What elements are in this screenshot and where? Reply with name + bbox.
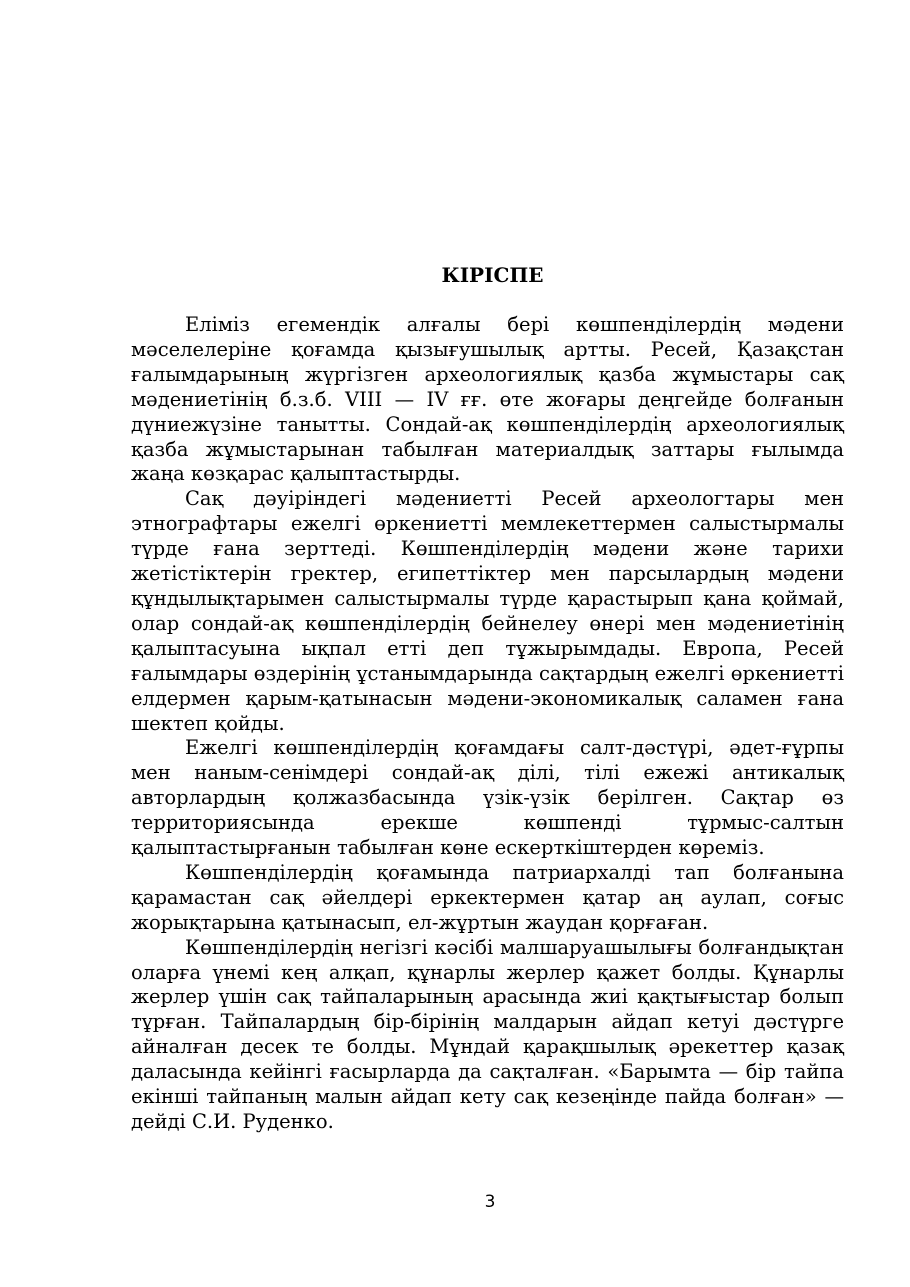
paragraph-3: Ежелгі көшпенділердің қоғамдағы салт-дәстүрі, әдет-ғұрпы мен наным-сенімдері сондай-ақ ділі, тілі ежежі антикалық авторлардың қолжазбасында үзік-үзік берілген. Сақтар өз территориясында ерекше көшпенді тұрмыс-салтын қалыптастырғанын табылған көне ескерткіштерден көреміз. bbox=[131, 736, 844, 860]
page-title-text: КІРІСПЕ bbox=[441, 263, 544, 287]
paragraph-1: Еліміз егемендік алғалы бері көшпенділердің мәдени мәселелеріне қоғамда қызығушылық артты. Ресей, Қазақстан ғалымдарының жүргізген археологиялық қазба жұмыстары сақ мәдениетінің б.з.б. VIII — IV ғғ. өте жоғары деңгейде болғанын дүниежүзіне танытты. Сондай-ақ көшпенділердің археологиялық қазба жұмыстарынан табылған материалдық заттары ғылымда жаңа көзқарас қалыптастырды. bbox=[131, 313, 844, 486]
page-title bbox=[131, 262, 844, 288]
page-number: 3 bbox=[484, 1192, 496, 1212]
paragraph-5: Көшпенділердің негізгі кәсібі малшаруашылығы болғандықтан оларға үнемі кең алқап, құнарлы жерлер қажет болды. Құнарлы жерлер үшін сақ тайпаларының арасында жиі қақтығыстар болып тұрған. Тайпалардың бір-бірінің малдарын айдап кетуі дәстүрге айналған десек те болды. Мұндай қарақшылық әрекеттер қазақ даласында кейінгі ғасырларда да сақталған. «Барымта — бір тайпа екінші тайпаның малын айдап кету сақ кезеңінде пайда болған» — дейді С.И. Руденко. bbox=[131, 935, 844, 1133]
paragraph-4: Көшпенділердің қоғамында патриархалді тап болғанына қарамастан сақ әйелдері еркектермен қатар аң аулап, соғыс жорықтарына қатынасып, ел-жұртын жаудан қорғаған. bbox=[131, 860, 844, 934]
body-text bbox=[131, 313, 844, 1135]
paragraph-2: Сақ дәуіріндегі мәдениетті Ресей археологтары мен этнографтары ежелгі өркениетті мемлекеттермен салыстырмалы түрде ғана зерттеді. Көшпенділердің мәдени және тарихи жетістіктерін гректер, египеттіктер мен парсылардың мәдени құндылықтарымен салыстырмалы түрде қарастырып қана қоймай, олар сондай-ақ көшпенділердің бейнелеу өнері мен мәдениетінің қалыптасуына ықпал етті деп тұжырымдады. Европа, Ресей ғалымдары өздерінің ұстанымдарында сақтардың ежелгі өркениетті елдермен қарым-қатынасын мәдени-экономикалық саламен ғана шектеп қойды. bbox=[131, 487, 844, 735]
